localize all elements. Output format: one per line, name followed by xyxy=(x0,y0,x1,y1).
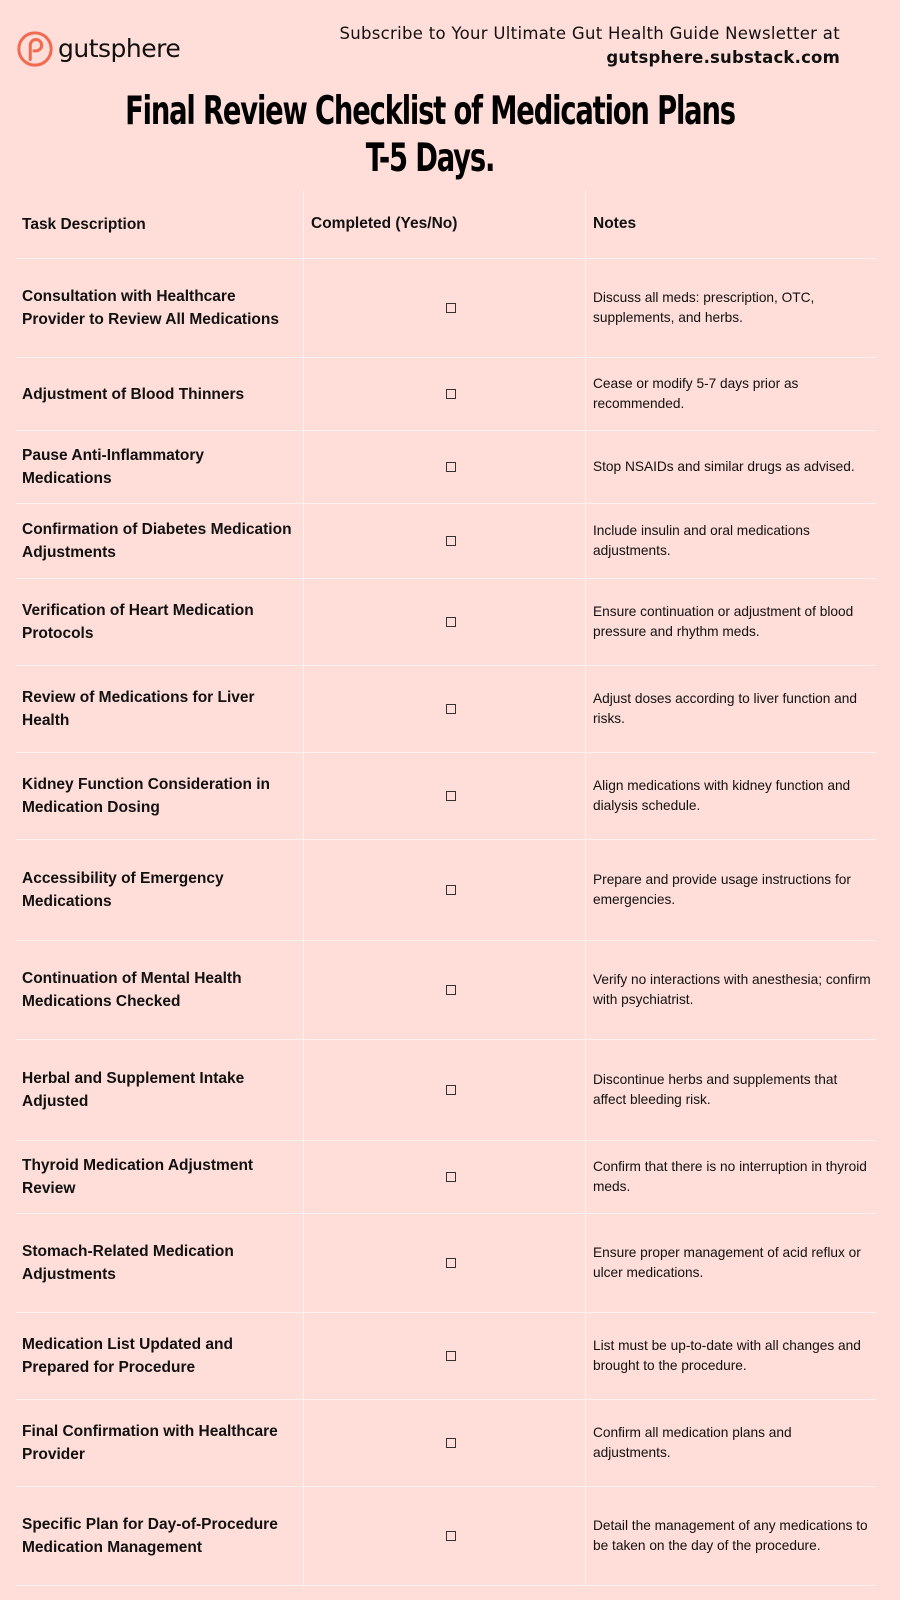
table-row xyxy=(16,1400,876,1487)
table-row xyxy=(16,358,876,431)
completed-checkbox[interactable] xyxy=(446,462,456,472)
table-row xyxy=(16,753,876,840)
task-notes: Confirm all medication plans and adjustments. xyxy=(593,1425,792,1460)
completed-cell xyxy=(304,431,586,503)
task-description: Specific Plan for Day-of-Procedure Medication Management xyxy=(16,1487,304,1585)
gutsphere-logo-icon xyxy=(16,30,54,68)
completed-cell xyxy=(304,1313,586,1399)
task-notes: Confirm that there is no interruption in thyroid meds. xyxy=(593,1159,867,1194)
task-description: Consultation with Healthcare Provider to Review All Medications xyxy=(16,259,304,357)
completed-cell xyxy=(304,753,586,839)
completed-cell xyxy=(304,1400,586,1486)
table-row xyxy=(16,1214,876,1313)
completed-cell xyxy=(304,504,586,578)
task-description: Thyroid Medication Adjustment Review xyxy=(16,1141,304,1213)
brand-logo xyxy=(16,30,180,68)
completed-checkbox[interactable] xyxy=(446,617,456,627)
page-title-line2: T-5 Days. xyxy=(365,136,495,181)
table-row xyxy=(16,666,876,753)
completed-checkbox[interactable] xyxy=(446,985,456,995)
completed-cell xyxy=(304,941,586,1039)
completed-cell xyxy=(304,1141,586,1213)
newsletter-text: Subscribe to Your Ultimate Gut Health Guide Newsletter at xyxy=(339,24,840,43)
page-title-line1: Final Review Checklist of Medication Plans xyxy=(125,89,735,134)
completed-cell xyxy=(304,840,586,940)
task-description: Continuation of Mental Health Medications Checked xyxy=(16,941,304,1039)
task-notes: Adjust doses according to liver function and risks. xyxy=(593,691,858,726)
task-notes: Stop NSAIDs and similar drugs as advised. xyxy=(593,459,855,474)
header-task: Task Description xyxy=(16,190,304,258)
brand-name: gutsphere xyxy=(58,33,181,63)
task-description: Verification of Heart Medication Protocols xyxy=(16,579,304,665)
table-row xyxy=(16,504,876,579)
table-row xyxy=(16,1040,876,1141)
completed-checkbox[interactable] xyxy=(446,1258,456,1268)
task-description: Herbal and Supplement Intake Adjusted xyxy=(16,1040,304,1140)
completed-checkbox[interactable] xyxy=(446,1085,456,1095)
completed-checkbox[interactable] xyxy=(446,885,456,895)
completed-cell xyxy=(304,1214,586,1312)
header-notes: Notes xyxy=(593,215,637,232)
table-row xyxy=(16,840,876,941)
completed-checkbox[interactable] xyxy=(446,1438,456,1448)
task-notes: Discuss all meds: prescription, OTC, supplements, and herbs. xyxy=(593,290,815,325)
header-completed: Completed (Yes/No) xyxy=(304,190,586,258)
task-description: Confirmation of Diabetes Medication Adjustments xyxy=(16,504,304,578)
completed-cell xyxy=(304,1040,586,1140)
task-notes: Ensure continuation or adjustment of blood pressure and rhythm meds. xyxy=(593,604,854,639)
completed-checkbox[interactable] xyxy=(446,1172,456,1182)
task-description: Review of Medications for Liver Health xyxy=(16,666,304,752)
completed-cell xyxy=(304,358,586,430)
task-notes: Include insulin and oral medications adjustments. xyxy=(593,523,810,558)
task-description: Adjustment of Blood Thinners xyxy=(16,358,304,430)
task-description: Kidney Function Consideration in Medication Dosing xyxy=(16,753,304,839)
task-notes: List must be up-to-date with all changes and brought to the procedure. xyxy=(593,1338,861,1373)
task-notes: Prepare and provide usage instructions for emergencies. xyxy=(593,872,851,907)
task-description: Accessibility of Emergency Medications xyxy=(16,840,304,940)
newsletter-callout xyxy=(339,22,840,70)
table-row xyxy=(16,579,876,666)
task-description: Stomach-Related Medication Adjustments xyxy=(16,1214,304,1312)
table-row xyxy=(16,1313,876,1400)
task-description: Pause Anti-Inflammatory Medications xyxy=(16,431,304,503)
completed-checkbox[interactable] xyxy=(446,791,456,801)
table-row xyxy=(16,1141,876,1214)
task-notes: Ensure proper management of acid reflux or ulcer medications. xyxy=(593,1245,861,1280)
completed-checkbox[interactable] xyxy=(446,1351,456,1361)
table-row xyxy=(16,941,876,1040)
task-notes: Align medications with kidney function and dialysis schedule. xyxy=(593,778,851,813)
task-notes: Detail the management of any medications to be taken on the day of the procedure. xyxy=(593,1518,868,1553)
completed-checkbox[interactable] xyxy=(446,536,456,546)
newsletter-link[interactable]: gutsphere.substack.com xyxy=(606,48,840,67)
table-row xyxy=(16,1487,876,1586)
task-description: Final Confirmation with Healthcare Provider xyxy=(16,1400,304,1486)
task-notes: Discontinue herbs and supplements that affect bleeding risk. xyxy=(593,1072,838,1107)
completed-cell xyxy=(304,259,586,357)
completed-checkbox[interactable] xyxy=(446,1531,456,1541)
table-row xyxy=(16,259,876,358)
task-notes: Cease or modify 5-7 days prior as recommended. xyxy=(593,376,799,411)
completed-checkbox[interactable] xyxy=(446,303,456,313)
checklist-table xyxy=(16,190,876,1586)
completed-cell xyxy=(304,1487,586,1585)
completed-checkbox[interactable] xyxy=(446,389,456,399)
completed-cell xyxy=(304,579,586,665)
completed-cell xyxy=(304,666,586,752)
table-header-row xyxy=(16,190,876,259)
page-title xyxy=(95,88,766,182)
completed-checkbox[interactable] xyxy=(446,704,456,714)
task-description: Medication List Updated and Prepared for Procedure xyxy=(16,1313,304,1399)
table-row xyxy=(16,431,876,504)
task-notes: Verify no interactions with anesthesia; confirm with psychiatrist. xyxy=(593,972,871,1007)
